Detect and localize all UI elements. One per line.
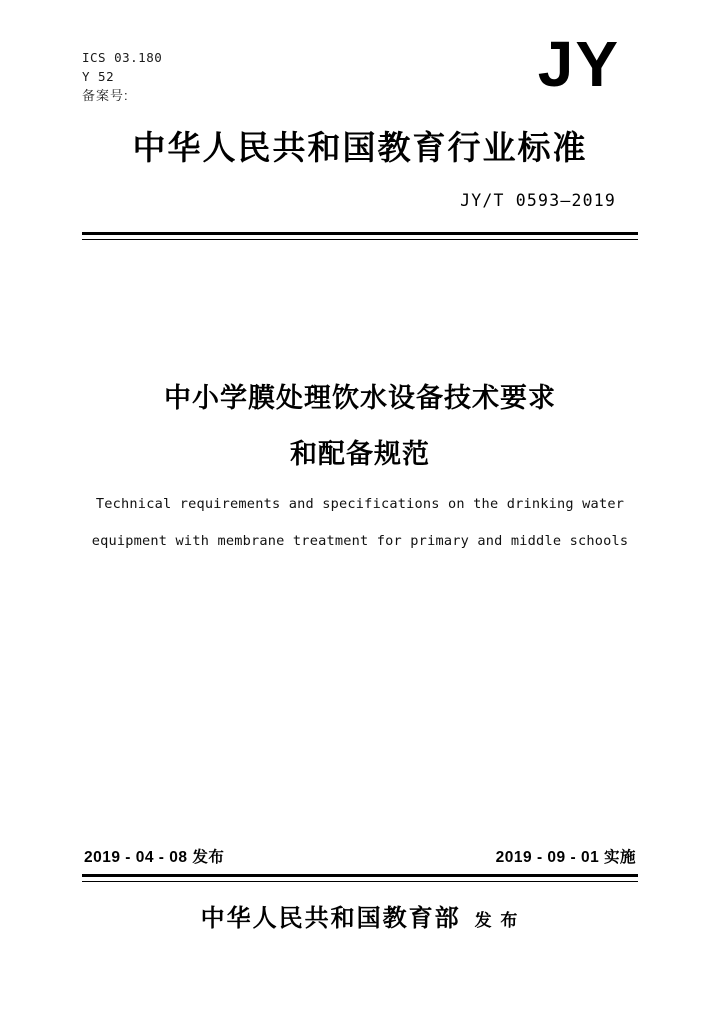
english-title-line-1: Technical requirements and specifications on the drinking water <box>95 496 625 512</box>
ics-code: ICS 03.180 <box>82 50 163 65</box>
issuer-name: 中华人民共和国教育部 <box>200 905 461 932</box>
header-divider-thick <box>82 232 638 235</box>
issuer-line <box>60 898 660 933</box>
main-title-line-1: 中小学膜处理饮水设备技术要求 <box>164 383 556 413</box>
issue-date: 2019 - 04 - 08 发布 <box>84 849 225 866</box>
english-title <box>60 486 660 560</box>
record-number-label: 备案号: <box>82 88 129 103</box>
main-title <box>60 370 660 482</box>
effective-date: 2019 - 09 - 01 实施 <box>495 849 636 866</box>
main-title-line-2: 和配备规范 <box>290 439 430 469</box>
jy-logo-mark: JY <box>537 28 620 100</box>
header-divider-thin <box>82 239 638 240</box>
document-header <box>82 28 638 210</box>
classification-codes <box>82 48 162 105</box>
date-row <box>82 845 638 867</box>
footer-divider-thick <box>82 874 638 877</box>
standard-title: 中华人民共和国教育行业标准 <box>132 129 588 166</box>
standard-number: JY/T 0593—2019 <box>460 191 616 210</box>
header-top-row <box>82 28 638 118</box>
classification-code: Y 52 <box>82 69 115 84</box>
footer-divider-thin <box>82 881 638 882</box>
publish-label: 发 布 <box>474 911 520 930</box>
english-title-line-2: equipment with membrane treatment for primary and middle schools <box>91 533 629 549</box>
